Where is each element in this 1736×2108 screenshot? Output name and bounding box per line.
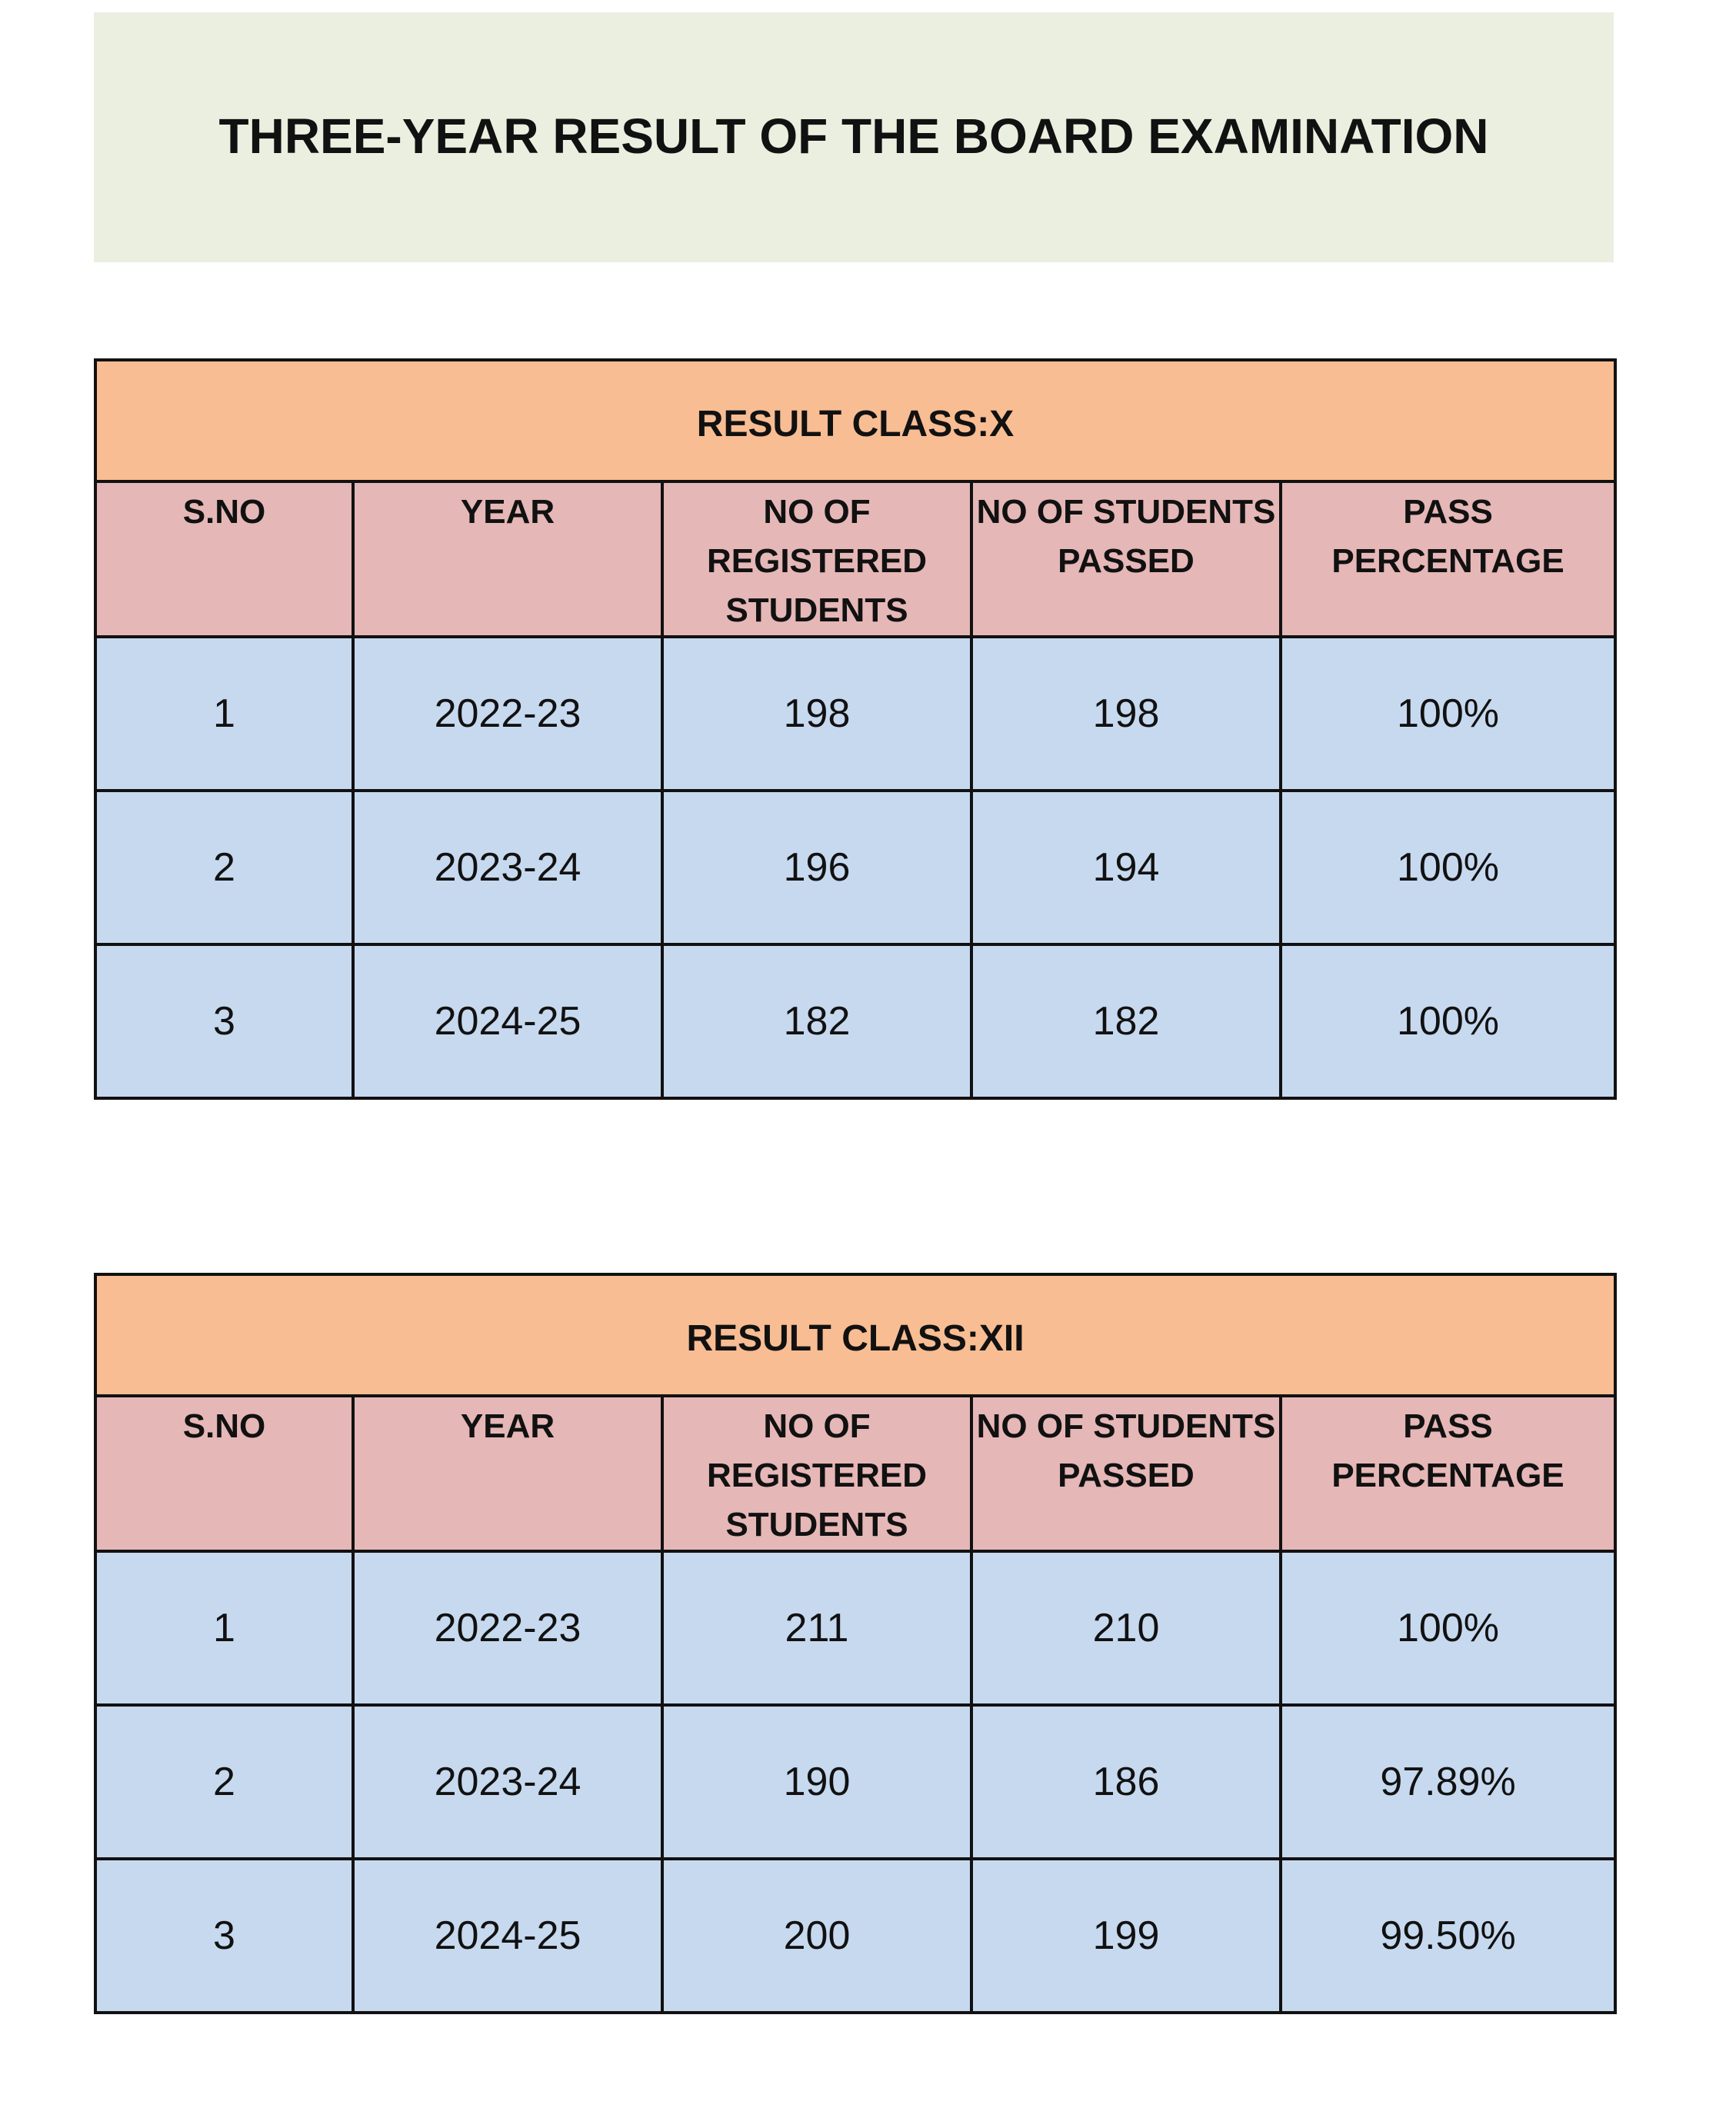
cell-percentage: 100% (1281, 637, 1615, 791)
column-header-registered-line: REGISTERED (706, 542, 928, 580)
column-header-sno: S.NO (95, 481, 353, 637)
column-header-passed-line: PASSED (1058, 542, 1195, 580)
cell-registered: 200 (662, 1859, 971, 2013)
cell-passed: 194 (971, 791, 1281, 944)
cell-sno: 2 (95, 791, 353, 944)
column-header-passed (971, 1396, 1281, 1551)
cell-year: 2022-23 (353, 637, 662, 791)
cell-registered: 196 (662, 791, 971, 944)
column-header-passed-line: NO OF STUDENTS (976, 1407, 1276, 1445)
cell-passed: 182 (971, 944, 1281, 1098)
column-header-registered-line: NO OF (763, 1407, 871, 1445)
class-x-heading: RESULT CLASS:X (95, 360, 1615, 481)
class-x-heading-row (95, 360, 1615, 481)
column-header-passed-line: NO OF STUDENTS (976, 493, 1276, 531)
column-header-year: YEAR (353, 481, 662, 637)
cell-percentage: 100% (1281, 791, 1615, 944)
cell-year: 2024-25 (353, 1859, 662, 2013)
cell-sno: 2 (95, 1705, 353, 1859)
cell-registered: 198 (662, 637, 971, 791)
cell-year: 2023-24 (353, 791, 662, 944)
cell-registered: 211 (662, 1551, 971, 1705)
cell-registered: 182 (662, 944, 971, 1098)
cell-percentage: 99.50% (1281, 1859, 1615, 2013)
table-row (95, 1705, 1615, 1859)
cell-percentage: 100% (1281, 944, 1615, 1098)
cell-passed: 199 (971, 1859, 1281, 2013)
column-header-percentage: PASS PERCENTAGE (1281, 1396, 1615, 1551)
cell-passed: 198 (971, 637, 1281, 791)
cell-year: 2023-24 (353, 1705, 662, 1859)
column-header-year: YEAR (353, 1396, 662, 1551)
column-header-registered-line: REGISTERED (706, 1457, 928, 1494)
column-header-passed (971, 481, 1281, 637)
title-banner (94, 12, 1614, 262)
column-header-passed-line: PASSED (1058, 1457, 1195, 1494)
page-title: THREE-YEAR RESULT OF THE BOARD EXAMINATION (218, 108, 1489, 164)
cell-sno: 1 (95, 1551, 353, 1705)
class-xii-heading-row (95, 1274, 1615, 1396)
column-header-registered-line: STUDENTS (725, 1506, 908, 1544)
cell-year: 2024-25 (353, 944, 662, 1098)
column-header-registered-line: NO OF (763, 493, 871, 531)
class-xii-column-header-row (95, 1396, 1615, 1551)
table-row (95, 944, 1615, 1098)
column-header-registered (662, 1396, 971, 1551)
class-x-result-table (94, 358, 1617, 1100)
class-x-column-header-row (95, 481, 1615, 637)
column-header-sno: S.NO (95, 1396, 353, 1551)
table-row (95, 637, 1615, 791)
cell-year: 2022-23 (353, 1551, 662, 1705)
table-row (95, 1551, 1615, 1705)
cell-percentage: 97.89% (1281, 1705, 1615, 1859)
table-row (95, 1859, 1615, 2013)
cell-passed: 210 (971, 1551, 1281, 1705)
column-header-percentage: PASS PERCENTAGE (1281, 481, 1615, 637)
class-xii-result-table (94, 1273, 1617, 2014)
cell-registered: 190 (662, 1705, 971, 1859)
class-xii-heading: RESULT CLASS:XII (95, 1274, 1615, 1396)
cell-passed: 186 (971, 1705, 1281, 1859)
cell-sno: 3 (95, 944, 353, 1098)
column-header-registered-line: STUDENTS (725, 591, 908, 629)
cell-sno: 1 (95, 637, 353, 791)
cell-percentage: 100% (1281, 1551, 1615, 1705)
cell-sno: 3 (95, 1859, 353, 2013)
column-header-registered (662, 481, 971, 637)
table-row (95, 791, 1615, 944)
